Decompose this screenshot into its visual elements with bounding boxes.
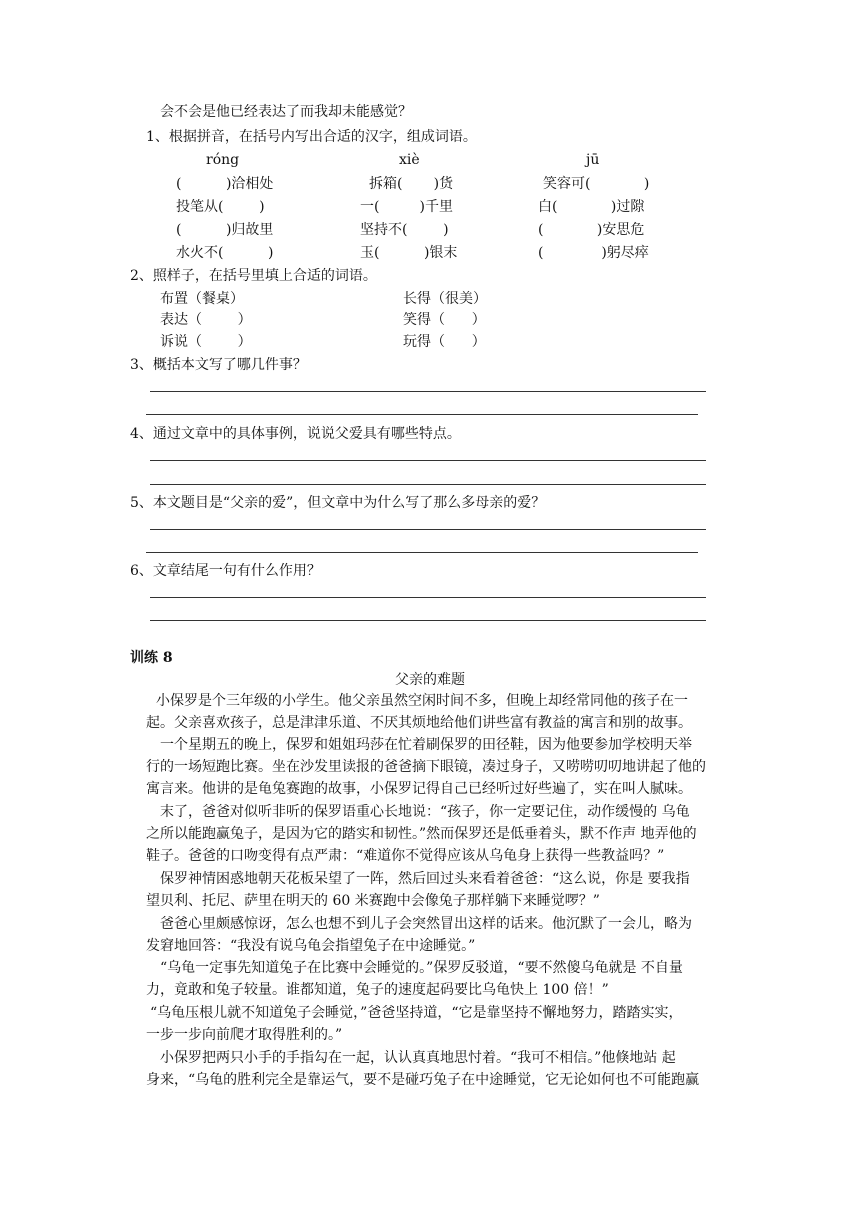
blank-item: 玉( )银末 [360,245,458,261]
blank-item: ( )归故里 [176,222,274,238]
question-5-prompt: 5、本文题目是“父亲的爱”，但文章中为什么写了那么多母亲的爱？ [130,495,546,511]
fill-word-item: 长得（很美） [403,291,487,307]
blank-item: 水火不( ) [176,245,274,261]
answer-line [146,414,698,415]
pinyin-1: róng [206,152,240,168]
article-title: 父亲的难题 [395,672,465,688]
fill-word-item: 诉说（ ） [160,334,252,350]
blank-item: 拆箱( )货 [369,176,454,192]
question-6-prompt: 6、文章结尾一句有什么作用？ [130,563,321,579]
question-3-prompt: 3、概括本文写了哪几件事？ [130,357,307,373]
blank-item: ( )洽相处 [176,176,274,192]
blank-item: 坚持不( ) [360,222,449,238]
paragraph-line: 一步一步向前爬才取得胜利的。” [146,1027,343,1044]
answer-line [146,552,698,553]
paragraph-line: “乌龟一定事先知道兔子在比赛中会睡觉的。”保罗反驳道，“要不然傻乌龟就是 不自量 [160,960,683,976]
answer-line [150,391,706,392]
paragraph-line: 寓言来。他讲的是龟兔赛跑的故事，小保罗记得自己已经听过好些遍了，实在叫人腻味。 [146,781,692,798]
question-1-prompt: 1、根据拼音，在括号内写出合适的汉字，组成词语。 [146,129,477,145]
answer-line [150,460,706,461]
paragraph-line: 力，竟敢和兔子较量。谁都知道，兔子的速度起码要比乌龟快上 100 倍！” [146,982,609,999]
paragraph-line: 望贝利、托尼、萨里在明天的 60 米赛跑中会像兔子那样躺下来睡觉啰？” [146,893,600,910]
pinyin-3: jū [586,152,600,168]
blank-item: 笑容可( ) [543,176,650,192]
answer-line [150,620,706,621]
question-2-prompt: 2、照样子，在括号里填上合适的词语。 [130,268,377,284]
article-paragraph [146,734,706,801]
article-paragraph [146,913,706,957]
paragraph-line: 之所以能跑赢兔子，是因为它的踏实和韧性。”然而保罗还是低垂着头，默不作声 地弄他的 [146,826,697,843]
blank-item: 白( )过隙 [538,199,645,215]
paragraph-line: 小保罗是个三年级的小学生。他父亲虽然空闲时间不多，但晚上却经常同他的孩子在一 [156,693,688,709]
blank-item: ( )躬尽瘁 [538,245,649,261]
paragraph-line: 起。父亲喜欢孩子，总是津津乐道、不厌其烦地给他们讲些富有教益的寓言和别的故事。 [146,715,692,732]
blank-item: ( )安思危 [538,222,645,238]
article-paragraph [146,1002,706,1046]
paragraph-line: 鞋子。爸爸的口吻变得有点严肃：“难道你不觉得应该从乌龟身上获得一些教益吗？” [146,848,665,865]
paragraph-line: 发窘地回答：“我没有说乌龟会指望兔子在中途睡觉。” [146,938,476,955]
blank-item: 一( )千里 [360,199,453,215]
paragraph-line: “乌龟压根儿就不知道兔子会睡觉，”爸爸坚持道，“它是靠坚持不懈地努力，踏踏实实， [150,1005,683,1021]
fill-word-item: 玩得（ ） [403,334,486,350]
paragraph-line: 行的一场短跑比赛。坐在沙发里读报的爸爸摘下眼镜，凑过身子，又唠唠叨叨地讲起了他的 [146,759,706,776]
article-paragraph [146,957,706,1001]
blank-item: 投笔从( ) [176,199,265,215]
fill-word-item: 笑得（ ） [403,312,486,328]
paragraph-line: 末了，爸爸对似听非听的保罗语重心长地说：“孩子，你一定要记住，动作缓慢的 乌龟 [160,804,690,820]
section-heading: 训练 8 [130,650,173,666]
question-4-prompt: 4、通过文章中的具体事例，说说父爱具有哪些特点。 [130,426,461,442]
article-paragraph [146,868,706,912]
paragraph-line: 保罗神情困惑地朝天花板呆望了一阵，然后回过头来看着爸爸：“这么说，你是 要我指 [160,871,690,887]
paragraph-line: 身来，“乌龟的胜利完全是靠运气，要不是碰巧兔子在中途睡觉，它无论如何也不可能跑赢 [146,1072,700,1089]
answer-line [150,597,706,598]
answer-line [150,529,706,530]
fill-word-item: 表达（ ） [160,312,252,328]
fill-word-item: 布置（餐桌） [160,291,244,307]
article-paragraph [146,690,706,734]
pinyin-2: xiè [399,152,420,168]
article-paragraph [146,801,706,868]
intro-line: 会不会是他已经表达了而我却未能感觉？ [160,104,412,120]
paragraph-line: 小保罗把两只小手的手指勾在一起，认认真真地思忖着。“我可不相信。”他倏地站 起 [160,1050,676,1066]
paragraph-line: 一个星期五的晚上，保罗和姐姐玛莎在忙着刷保罗的田径鞋，因为他要参加学校明天举 [160,737,692,753]
answer-line [150,484,706,485]
paragraph-line: 爸爸心里颇感惊讶，怎么也想不到儿子会突然冒出这样的话来。他沉默了一会儿，略为 [160,916,692,932]
article-paragraph [146,1047,706,1091]
